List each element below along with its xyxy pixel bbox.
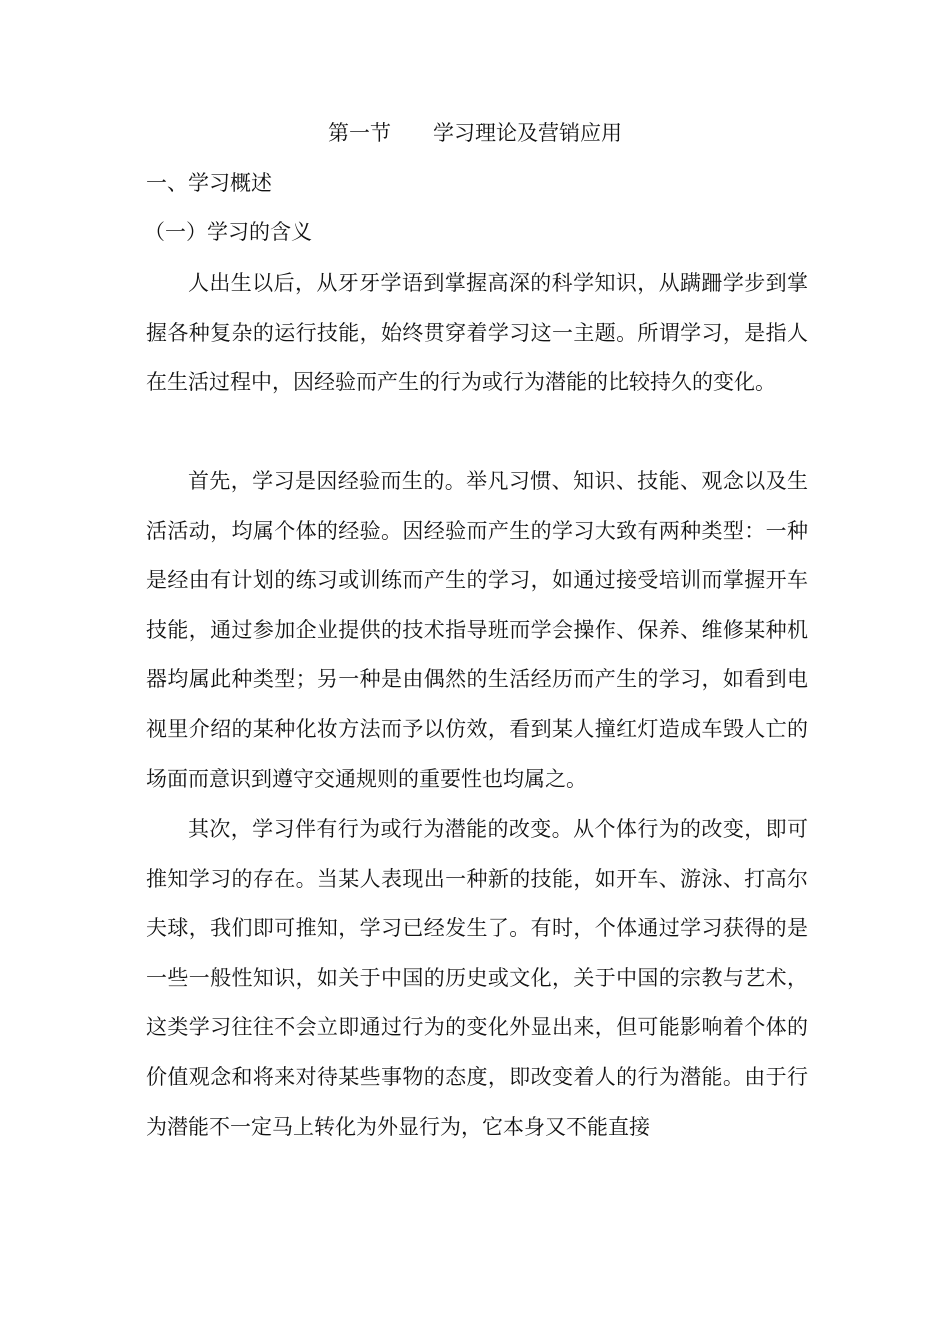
subsection-heading: （一）学习的含义 [144, 220, 312, 244]
section-heading: 一、学习概述 [146, 171, 272, 195]
page-title: 第一节 学习理论及营销应用 [328, 121, 622, 145]
paragraph-2: 首先，学习是因经验而生的。举凡习惯、知识、技能、观念以及生活活动，均属个体的经验。因经验而产生的学习大致有两种类型：一种是经由有计划的练习或训练而产生的学习，如通过接受培训而掌握开车技能，通过参加企业提供的技术指导班而学会操作、保养、维修某种机器均属此种类型；另一种是由偶然的生活经历而产生的学习，如看到电视里介绍的某种化妆方法而予以仿效，看到某人撞红灯造成车毁人亡的场面而意识到遵守交通规则的重要性也均属之。 [146, 469, 808, 791]
paragraph-3: 其次，学习伴有行为或行为潜能的改变。从个体行为的改变，即可推知学习的存在。当某人表现出一种新的技能，如开车、游泳、打高尔夫球，我们即可推知，学习已经发生了。有时，个体通过学习获得的是一些一般性知识，如关于中国的历史或文化，关于中国的宗教与艺术，这类学习往往不会立即通过行为的变化外显出来，但可能影响着个体的价值观念和将来对待某些事物的态度，即改变着人的行为潜能。由于行为潜能不一定马上转化为外显行为，它本身又不能直接 [146, 817, 808, 1139]
paragraph-1: 人出生以后，从牙牙学语到掌握高深的科学知识，从蹒跚学步到掌握各种复杂的运行技能，始终贯穿着学习这一主题。所谓学习，是指人在生活过程中，因经验而产生的行为或行为潜能的比较持久的变化。 [146, 271, 808, 395]
